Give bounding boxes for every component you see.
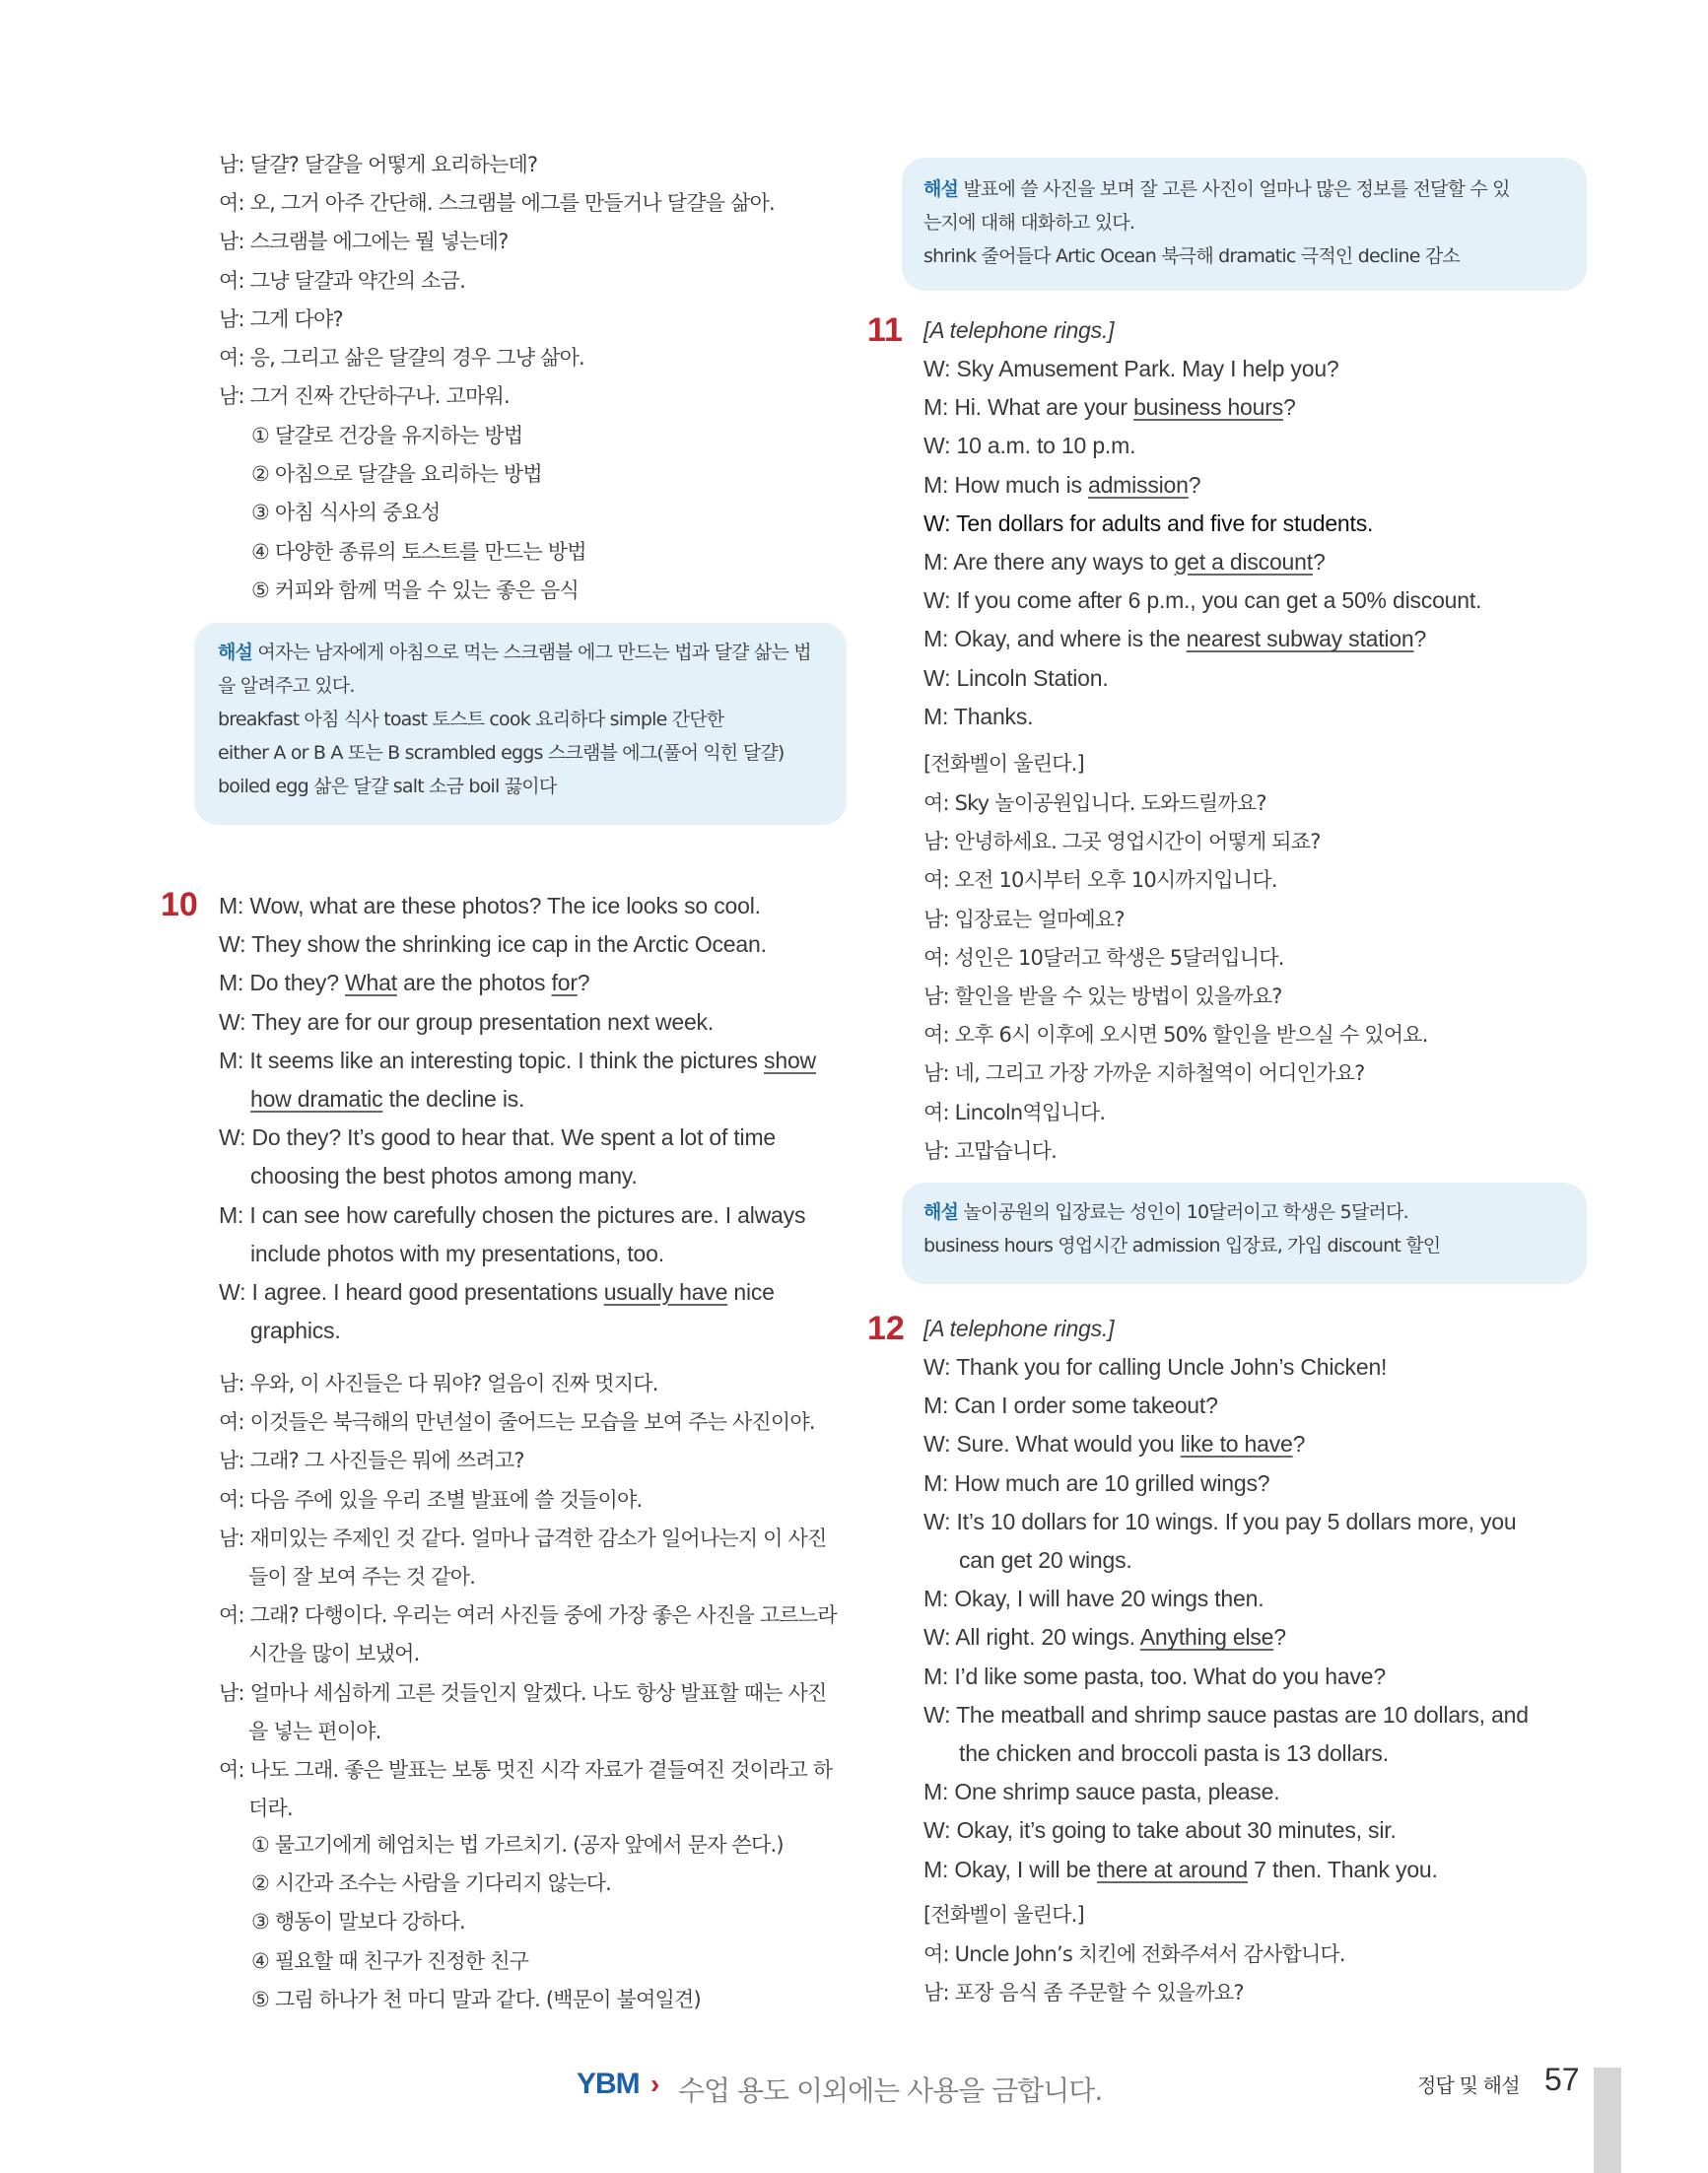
explanation-line	[923, 175, 1510, 203]
line-text: ?	[1283, 394, 1296, 421]
option-item: ④ 필요할 때 친구가 진정한 친구	[251, 1948, 529, 1973]
q11-en-line	[923, 392, 1296, 422]
q10-ko-line	[248, 1639, 420, 1668]
line-text: nice	[727, 1279, 775, 1305]
q10-ko-line	[248, 1562, 475, 1592]
speaker-label: W:	[923, 433, 951, 459]
q12-en-line	[959, 1545, 1132, 1575]
q10-ko-line	[219, 1755, 832, 1785]
q11-en-line	[923, 470, 1200, 500]
speaker-label: 여:	[219, 1758, 244, 1782]
q10-en-line	[219, 1046, 816, 1075]
page-number: 57	[1544, 2062, 1580, 2097]
explanation-line	[923, 1198, 1408, 1226]
q11-explanation-box	[902, 1183, 1587, 1284]
line-text: 스크램블 에그에는 뭘 넣는데?	[243, 230, 509, 254]
q10-en-line	[219, 891, 761, 920]
speaker-label: 여:	[923, 791, 949, 815]
line-text: 다음 주에 있을 우리 조별 발표에 쓸 것들이야.	[243, 1487, 643, 1512]
answer-blank: admission	[1087, 471, 1189, 498]
speaker-label: M:	[923, 471, 949, 498]
q10-explanation-box	[902, 158, 1587, 291]
line-text: 그냥 달걀과 약간의 소금.	[243, 268, 466, 293]
q9-ko-line	[219, 266, 465, 296]
q12-en-line	[923, 1777, 1279, 1806]
speaker-label: W:	[923, 509, 951, 536]
line-text: I agree. I heard good presentations	[245, 1279, 604, 1305]
line-text: 나도 그래. 좋은 발표는 보통 멋진 시각 자료가 곁들여진 것이라고 하	[243, 1758, 833, 1782]
option-item: ② 시간과 조수는 사람을 기다리지 않는다.	[251, 1871, 612, 1896]
speaker-label: M:	[923, 1392, 949, 1419]
q11-ko-line	[923, 827, 1321, 856]
q10-en-line	[250, 1084, 524, 1114]
speaker-label: 여:	[219, 1487, 244, 1512]
speaker-label: W:	[923, 1701, 951, 1728]
q11-en-line	[923, 585, 1481, 615]
speaker-label: 남:	[923, 1061, 949, 1086]
speaker-label: W:	[923, 1817, 951, 1844]
q12-en-line	[923, 1700, 1529, 1730]
line-text: ?	[577, 970, 590, 996]
line-text: 포장 음식 좀 주문할 수 있을까요?	[948, 1981, 1244, 2005]
q11-ko-line	[923, 788, 1266, 818]
line-text: Lincoln Station.	[950, 664, 1109, 691]
explanation-text: 놀이공원의 입장료는 성인이 10달러이고 학생은 5달러다.	[958, 1201, 1408, 1223]
explanation-heading: 해설	[923, 1201, 959, 1223]
q9-ko-line	[219, 188, 775, 218]
option-item: ③ 아침 식사의 중요성	[251, 501, 441, 525]
q11-ko-line	[923, 943, 1284, 973]
speaker-label: W:	[219, 1008, 246, 1035]
speaker-label: W:	[219, 1279, 246, 1305]
option-item: ① 물고기에게 헤엄치는 법 가르치기. (공자 앞에서 문자 쓴다.)	[251, 1833, 784, 1857]
line-text: the chicken and broccoli pasta is 13 dollars.	[959, 1740, 1389, 1766]
speaker-label: 남:	[219, 1449, 244, 1473]
answer-blank: how dramatic	[250, 1086, 383, 1112]
answer-blank: get a discount	[1174, 549, 1313, 575]
q11-stage-direction: [A telephone rings.]	[923, 317, 1115, 343]
q9-ko-line	[219, 227, 508, 256]
q11-en-line	[923, 354, 1339, 383]
speaker-label: 여:	[219, 268, 244, 293]
question-number-12: 12	[867, 1310, 905, 1347]
explanation-line	[923, 242, 1460, 270]
option-item: ② 아침으로 달걀을 요리하는 방법	[251, 462, 542, 487]
q10-en-line	[250, 1239, 664, 1268]
line-text: Okay, it’s going to take about 30 minutes, sir.	[950, 1817, 1397, 1844]
answer-blank: show	[764, 1047, 816, 1073]
speaker-label: 남:	[219, 384, 244, 409]
explanation-heading: 해설	[923, 178, 959, 200]
q10-ko-line	[219, 1678, 827, 1708]
explanation-text: either A or B A 또는 B scrambled eggs 스크램블 에그(풀어 익힌 달걀)	[218, 742, 785, 764]
line-text: 10 a.m. to 10 p.m.	[950, 433, 1136, 459]
line-text: Uncle John’s 치킨에 전화주셔서 감사합니다.	[948, 1942, 1345, 1966]
speaker-label: M:	[923, 394, 949, 421]
line-text: Sure. What would you	[950, 1431, 1181, 1458]
line-text: 그거 진짜 간단하구나. 고마워.	[243, 384, 510, 409]
q10-en-line	[219, 1277, 775, 1307]
line-text: ?	[1273, 1624, 1286, 1651]
q9-ko-line	[219, 305, 343, 334]
q10-en-line	[219, 1122, 776, 1152]
speaker-label: 남:	[923, 830, 949, 854]
speaker-label: 여:	[923, 945, 949, 970]
line-text: 오, 그거 아주 간단해. 스크램블 에그를 만들거나 달걀을 삶아.	[243, 191, 775, 216]
q12-en-line	[923, 1584, 1264, 1613]
q11-en-line	[923, 663, 1109, 693]
q10-ko-line	[219, 1407, 815, 1437]
answer-blank: nearest subway station	[1186, 626, 1414, 652]
line-text: 그래? 그 사진들은 뭐에 쓰려고?	[243, 1449, 524, 1473]
q9-explanation-box	[194, 623, 847, 825]
q11-ko-line	[923, 1058, 1364, 1088]
explanation-line	[218, 773, 556, 800]
speaker-label: M:	[923, 549, 949, 575]
line-text: I can see how carefully chosen the pictures are. I always	[243, 1201, 806, 1228]
speaker-label: M:	[923, 1586, 949, 1612]
q9-ko-line	[219, 381, 510, 411]
q10-ko-line	[219, 1446, 524, 1475]
line-text: 더라.	[248, 1797, 293, 1821]
answer-blank: there at around	[1096, 1856, 1248, 1882]
line-text: are the photos	[396, 970, 552, 996]
q9-ko-line	[219, 343, 584, 373]
q10-ko-line	[219, 1600, 837, 1630]
speaker-label: W:	[923, 1431, 951, 1458]
speaker-label: M:	[923, 1779, 949, 1805]
option-item: ⑤ 커피와 함께 먹을 수 있는 좋은 음식	[251, 577, 579, 602]
answer-blank: business hours	[1133, 394, 1283, 421]
speaker-label: 남:	[923, 1138, 949, 1163]
q12-en-line	[923, 1815, 1397, 1845]
line-text: Can I order some takeout?	[948, 1392, 1218, 1419]
q11-en-line	[923, 547, 1326, 577]
line-text: Okay, and where is the	[948, 626, 1187, 652]
q10-en-line	[250, 1161, 638, 1190]
answer-blank: Anything else	[1139, 1624, 1274, 1651]
q12-en-line	[923, 1507, 1516, 1536]
q10-en-line	[219, 929, 767, 959]
q12-en-line	[923, 1391, 1218, 1420]
speaker-label: 여:	[923, 1100, 949, 1124]
page-edge-tab	[1594, 2068, 1621, 2173]
q12-korean-stage: [전화벨이 울린다.]	[923, 1903, 1084, 1927]
speaker-label: 남:	[219, 1526, 244, 1550]
q10-ko-line	[219, 1369, 658, 1398]
line-text: can get 20 wings.	[959, 1547, 1132, 1573]
line-text: 네, 그리고 가장 가까운 지하철역이 어디인가요?	[948, 1061, 1365, 1086]
ybm-logo: YBM	[577, 2068, 640, 2100]
line-text: Thank you for calling Uncle John’s Chicken!	[950, 1354, 1388, 1380]
usage-notice: 수업 용도 이외에는 사용을 금합니다.	[678, 2074, 1103, 2107]
speaker-label: 여:	[923, 1942, 949, 1966]
q11-ko-line	[923, 982, 1282, 1011]
question-number-11: 11	[867, 311, 903, 349]
explanation-line	[218, 706, 723, 733]
explanation-text: business hours 영업시간 admission 입장료, 가입 discount 할인	[923, 1235, 1441, 1256]
q11-ko-line	[923, 1020, 1428, 1050]
q10-ko-line	[219, 1524, 827, 1553]
q12-en-line	[923, 1352, 1387, 1382]
speaker-label: M:	[219, 1047, 244, 1073]
q11-ko-line	[923, 1136, 1057, 1166]
explanation-text: 는지에 대해 대화하고 있다.	[923, 212, 1135, 234]
line-text: 오후 6시 이후에 오시면 50% 할인을 받으실 수 있어요.	[948, 1023, 1428, 1048]
explanation-line	[218, 739, 784, 767]
option-item: ③ 행동이 말보다 강하다.	[251, 1910, 465, 1935]
line-text: 달걀? 달걀을 어떻게 요리하는데?	[243, 153, 538, 176]
speaker-label: W:	[219, 1124, 246, 1151]
speaker-label: 남:	[923, 1981, 949, 2005]
line-text: ?	[1413, 626, 1427, 652]
line-text: Do they? It’s good to hear that. We spent a lot of time	[245, 1124, 777, 1151]
speaker-label: 여:	[219, 1410, 244, 1435]
explanation-text: boiled egg 삶은 달걀 salt 소금 boil 끓이다	[218, 776, 557, 797]
q10-ko-line	[219, 1485, 642, 1515]
line-text: ?	[1292, 1431, 1306, 1458]
explanation-line	[218, 639, 811, 666]
speaker-label: 남:	[219, 153, 244, 176]
speaker-label: 남:	[923, 907, 949, 931]
q11-en-line	[923, 509, 1373, 538]
answer-blank: for	[551, 970, 578, 996]
line-text: Sky Amusement Park. May I help you?	[950, 356, 1339, 381]
q10-ko-line	[248, 1794, 293, 1823]
answer-blank: What	[345, 970, 397, 996]
answer-blank: like to have	[1180, 1431, 1293, 1458]
q10-en-line	[250, 1316, 341, 1345]
line-text: How much is	[948, 471, 1088, 498]
line-text: graphics.	[250, 1318, 341, 1344]
speaker-label: 남:	[219, 1680, 244, 1705]
explanation-heading: 해설	[218, 642, 253, 663]
line-text: Lincoln역입니다.	[948, 1100, 1106, 1124]
line-text: 응, 그리고 삶은 달걀의 경우 그냥 삶아.	[243, 346, 584, 370]
line-text: 고맙습니다.	[948, 1138, 1057, 1163]
line-text: It’s 10 dollars for 10 wings. If you pay 5 dollars more, you	[950, 1508, 1517, 1534]
line-text: Do they?	[243, 970, 345, 996]
speaker-label: W:	[923, 1508, 951, 1534]
line-text: The meatball and shrimp sauce pastas are 10 dollars, and	[950, 1701, 1529, 1728]
line-text: I’d like some pasta, too. What do you have?	[948, 1663, 1386, 1689]
line-text: Are there any ways to	[948, 549, 1175, 575]
q12-ko-line	[923, 1978, 1244, 2007]
line-text: Wow, what are these photos? The ice looks so cool.	[243, 893, 761, 918]
q10-en-line	[219, 1200, 805, 1230]
line-text: Okay, I will have 20 wings then.	[948, 1586, 1264, 1612]
explanation-text: 여자는 남자에게 아침으로 먹는 스크램블 에그 만드는 법과 달걀 삶는 법	[252, 642, 811, 663]
speaker-label: W:	[923, 587, 951, 614]
line-text: It seems like an interesting topic. I think the pictures	[243, 1047, 765, 1073]
line-text: Ten dollars for adults and five for students.	[950, 509, 1374, 536]
line-text: the decline is.	[382, 1086, 525, 1112]
q10-en-line	[219, 968, 589, 997]
q11-korean-stage: [전화벨이 울린다.]	[923, 752, 1084, 776]
speaker-label: 남:	[219, 230, 244, 254]
line-text: 할인을 받을 수 있는 방법이 있을까요?	[948, 985, 1282, 1008]
speaker-label: W:	[923, 1624, 951, 1651]
line-text: 시간을 많이 보냈어.	[248, 1642, 420, 1666]
line-text: Okay, I will be	[948, 1856, 1097, 1882]
line-text: 들이 잘 보여 주는 것 같아.	[248, 1565, 476, 1589]
speaker-label: 남:	[219, 1372, 244, 1395]
speaker-label: M:	[219, 970, 244, 996]
speaker-label: 남:	[923, 985, 949, 1008]
speaker-label: W:	[923, 1354, 951, 1380]
q11-en-line	[923, 702, 1033, 731]
q11-ko-line	[923, 905, 1125, 934]
question-number-10: 10	[161, 886, 198, 923]
speaker-label: 여:	[219, 191, 244, 216]
chevron-right-icon: ›	[650, 2069, 660, 2099]
q10-en-line	[219, 1007, 714, 1037]
q12-en-line	[923, 1662, 1386, 1691]
speaker-label: M:	[923, 703, 949, 729]
q11-en-line	[923, 431, 1135, 460]
speaker-label: M:	[923, 1469, 949, 1496]
speaker-label: M:	[923, 1856, 949, 1882]
line-text: They are for our group presentation next week.	[245, 1008, 715, 1035]
line-text: 7 then. Thank you.	[1248, 1856, 1438, 1882]
line-text: 이것들은 북극해의 만년설이 줄어드는 모습을 보여 주는 사진이야.	[243, 1410, 815, 1435]
option-item: ⑤ 그림 하나가 천 마디 말과 같다. (백문이 불여일견)	[251, 1987, 701, 2011]
explanation-line	[218, 672, 355, 700]
speaker-label: M:	[923, 626, 949, 652]
line-text: If you come after 6 p.m., you can get a 50% discount.	[950, 587, 1482, 614]
speaker-label: W:	[219, 931, 246, 958]
speaker-label: M:	[923, 1663, 949, 1689]
line-text: Hi. What are your	[948, 394, 1134, 421]
q12-en-line	[923, 1855, 1438, 1884]
explanation-text: 을 알려주고 있다.	[218, 675, 355, 697]
speaker-label: 여:	[219, 1603, 244, 1628]
speaker-label: 남:	[219, 306, 244, 331]
q12-ko-line	[923, 1939, 1345, 1969]
speaker-label: W:	[923, 356, 951, 381]
line-text: 재미있는 주제인 것 같다. 얼마나 급격한 감소가 일어나는지 이 사진	[243, 1526, 827, 1550]
line-text: All right. 20 wings.	[950, 1624, 1140, 1651]
explanation-text: 발표에 쓸 사진을 보며 잘 고른 사진이 얼마나 많은 정보를 전달할 수 있	[958, 178, 1510, 200]
answer-blank: usually have	[603, 1279, 728, 1305]
line-text: 오전 10시부터 오후 10시까지입니다.	[948, 868, 1277, 893]
explanation-text: shrink 줄어들다 Artic Ocean 북극해 dramatic 극적인 decline 감소	[923, 245, 1460, 267]
speaker-label: M:	[219, 893, 244, 918]
line-text: include photos with my presentations, too.	[250, 1240, 664, 1266]
speaker-label: W:	[923, 664, 951, 691]
q12-stage-direction: [A telephone rings.]	[923, 1316, 1115, 1341]
line-text: choosing the best photos among many.	[250, 1163, 638, 1189]
line-text: 우와, 이 사진들은 다 뭐야? 얼음이 진짜 멋지다.	[243, 1372, 658, 1395]
explanation-line	[923, 209, 1134, 237]
line-text: They show the shrinking ice cap in the Arctic Ocean.	[245, 931, 767, 958]
q11-en-line	[923, 624, 1426, 653]
explanation-line	[923, 1232, 1440, 1259]
speaker-label: M:	[219, 1201, 244, 1228]
line-text: 안녕하세요. 그곳 영업시간이 어떻게 되죠?	[948, 830, 1321, 854]
line-text: Thanks.	[948, 703, 1034, 729]
line-text: Sky 놀이공원입니다. 도와드릴까요?	[948, 791, 1266, 815]
line-text: One shrimp sauce pasta, please.	[948, 1779, 1280, 1805]
option-item: ④ 다양한 종류의 토스트를 만드는 방법	[251, 539, 586, 564]
q11-ko-line	[923, 865, 1277, 895]
speaker-label: 여:	[923, 868, 949, 893]
line-text: 그래? 다행이다. 우리는 여러 사진들 중에 가장 좋은 사진을 고르느라	[243, 1603, 837, 1628]
line-text: 그게 다야?	[243, 306, 343, 331]
line-text: ?	[1188, 471, 1201, 498]
q12-en-line	[959, 1738, 1389, 1768]
q12-en-line	[923, 1622, 1286, 1652]
line-text: 을 넣는 편이야.	[248, 1719, 381, 1743]
line-text: 얼마나 세심하게 고른 것들인지 알겠다. 나도 항상 발표할 때는 사진	[243, 1680, 827, 1705]
line-text: 성인은 10달러고 학생은 5달러입니다.	[948, 945, 1284, 970]
q10-ko-line	[248, 1717, 381, 1746]
q12-en-line	[923, 1429, 1305, 1459]
speaker-label: 여:	[219, 346, 244, 370]
option-item: ① 달걀로 건강을 유지하는 방법	[251, 424, 523, 447]
speaker-label: 여:	[923, 1023, 949, 1048]
line-text: How much are 10 grilled wings?	[948, 1469, 1270, 1496]
q12-en-line	[923, 1468, 1269, 1498]
explanation-text: breakfast 아침 식사 toast 토스트 cook 요리하다 simple 간단한	[218, 709, 724, 730]
section-label: 정답 및 해설	[1417, 2073, 1520, 2097]
line-text: ?	[1312, 549, 1326, 575]
q11-ko-line	[923, 1098, 1105, 1127]
q9-ko-line	[219, 150, 537, 179]
line-text: 입장료는 얼마예요?	[948, 907, 1125, 931]
